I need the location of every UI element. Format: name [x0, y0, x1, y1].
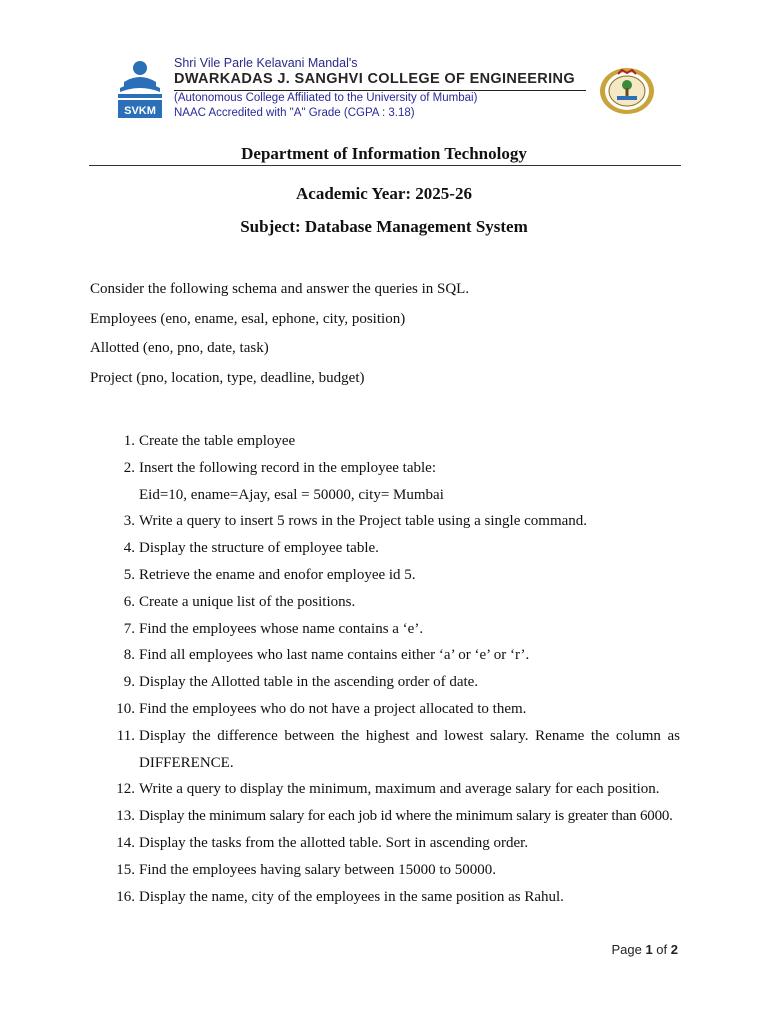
question-text: Write a query to insert 5 rows in the Project table using a single command. [139, 513, 588, 530]
question-text: Find the employees who do not have a project allocated to them. [139, 700, 527, 717]
subject-title: Subject: Database Management System [240, 217, 528, 236]
question-number: 10. [116, 700, 135, 717]
question-text: Find all employees who last name contains either ‘a’ or ‘e’ or ‘r’. [139, 647, 530, 664]
question-text: Write a query to display the minimum, maximum and average salary for each position. [139, 781, 660, 798]
question-subtext: Eid=10, ename=Ajay, esal = 50000, city= Mumbai [139, 486, 444, 503]
question-text: Retrieve the ename and enofor employee id 5. [139, 566, 416, 583]
emblem-icon [598, 66, 656, 116]
question-number: 16. [116, 888, 135, 905]
question-number: 3. [123, 513, 135, 530]
college-header [0, 0, 768, 130]
org-name: Shri Vile Parle Kelavani Mandal's [174, 56, 358, 70]
question-item [90, 535, 680, 562]
department-divider [89, 165, 681, 166]
question-number: 8. [123, 647, 135, 664]
schema-allotted: Allotted (eno, pno, date, task) [90, 340, 269, 356]
question-text: Create the table employee [139, 433, 296, 449]
page-prefix: Page [611, 942, 646, 957]
question-item [90, 508, 680, 535]
schema-intro [90, 281, 690, 399]
question-item [90, 723, 680, 777]
question-text: Find the employees whose name contains a ‘e’. [139, 620, 424, 637]
question-text: Display the Allotted table in the ascending order of date. [139, 674, 479, 691]
question-item [90, 803, 680, 830]
question-item [90, 616, 680, 643]
question-text: Display the name, city of the employees in the same position as Rahul. [139, 888, 564, 905]
page-total: 2 [670, 942, 678, 957]
question-list [90, 428, 680, 910]
question-number: 15. [116, 861, 135, 878]
question-item [90, 696, 680, 723]
intro-instruction: Consider the following schema and answer the queries in SQL. [90, 281, 470, 297]
question-item [90, 589, 680, 616]
department-title: Department of Information Technology [241, 144, 527, 163]
question-item [90, 884, 680, 911]
question-number: 1. [123, 433, 135, 449]
academic-year: Academic Year: 2025-26 [296, 184, 472, 203]
question-text: Create a unique list of the positions. [139, 593, 356, 610]
question-number: 4. [123, 540, 135, 557]
question-item [90, 642, 680, 669]
schema-project: Project (pno, location, type, deadline, budget) [90, 369, 365, 386]
question-number: 7. [123, 620, 135, 637]
question-number: 13. [116, 808, 135, 825]
question-item [90, 562, 680, 589]
question-text: Find the employees having salary between 15000 to 50000. [139, 861, 497, 878]
question-item [90, 776, 680, 803]
question-number: 5. [123, 566, 135, 583]
page-of: of [652, 942, 671, 957]
question-number: 11. [116, 727, 135, 744]
question-item [90, 669, 680, 696]
question-number: 9. [123, 674, 135, 691]
question-item [90, 428, 680, 455]
question-number: 14. [116, 834, 135, 851]
question-text: Display the tasks from the allotted table. Sort in ascending order. [139, 834, 529, 851]
question-number: 2. [123, 459, 135, 476]
question-text: Display the minimum salary for each job id where the minimum salary is greater than 6000. [139, 808, 673, 825]
college-name: DWARKADAS J. SANGHVI COLLEGE OF ENGINEERING [174, 71, 575, 87]
question-text: Display the difference between the highest and lowest salary. Rename the column as DIFFERENCE. [139, 727, 680, 771]
question-text: Display the structure of employee table. [139, 540, 379, 557]
question-text: Insert the following record in the employee table: [139, 459, 436, 476]
schema-employees: Employees (eno, ename, esal, ephone, city, position) [90, 310, 406, 327]
college-logo-icon [112, 58, 168, 120]
page-number [611, 942, 678, 957]
question-number: 6. [123, 593, 135, 610]
question-number: 12. [116, 781, 135, 798]
question-item [90, 857, 680, 884]
page-current: 1 [645, 942, 653, 957]
affiliation-text: (Autonomous College Affiliated to the University of Mumbai) [174, 92, 478, 104]
question-item [90, 830, 680, 857]
question-item [90, 455, 680, 509]
header-divider [174, 90, 586, 91]
accreditation-text: NAAC Accredited with "A" Grade (CGPA : 3.18) [174, 107, 415, 119]
logo-text: SVKM [124, 105, 156, 117]
